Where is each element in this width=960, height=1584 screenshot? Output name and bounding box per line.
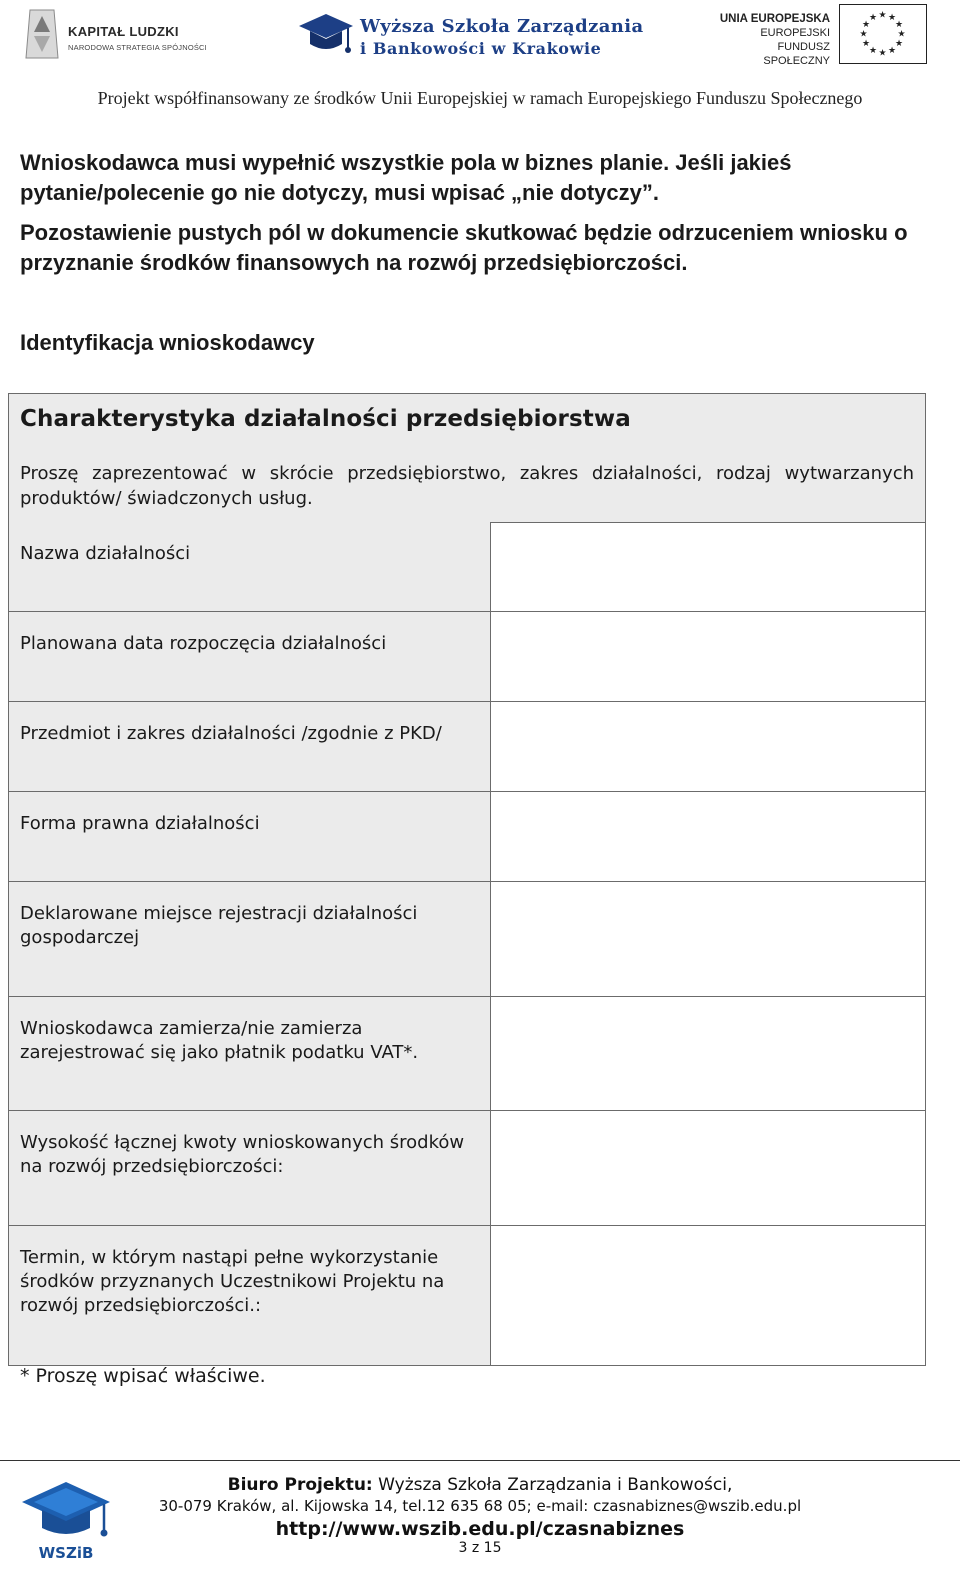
vat-payer-input[interactable] <box>490 997 926 1111</box>
kapital-ludzki-logo <box>24 6 224 62</box>
form-row-label-cell <box>8 792 491 882</box>
footer-address: 30-079 Kraków, al. Kijowska 14, tel.12 635 68 05; e-mail: czasnabiznes@wszib.edu.pl <box>158 1497 802 1515</box>
eu-logo-text <box>708 12 830 68</box>
form-row-label: Wnioskodawca zamierza/nie zamierza zarejestrować się jako płatnik podatku VAT*. <box>20 1018 419 1063</box>
eu-logo <box>708 2 930 66</box>
requested-amount-input[interactable] <box>490 1111 926 1226</box>
kapital-ludzki-mark-icon <box>24 8 60 60</box>
form-row-requested-amount <box>8 1111 926 1226</box>
section-title: Identyfikacja wnioskodawcy <box>20 330 315 355</box>
form-row-label-cell <box>8 702 491 792</box>
eu-star-icon: ★ <box>859 28 868 39</box>
page-number: 3 z 15 <box>458 1540 502 1556</box>
form-row-label: Forma prawna działalności <box>20 813 260 834</box>
form-row-label: Deklarowane miejsce rejestracji działalności gospodarczej <box>20 903 418 948</box>
form-row-label-cell <box>8 1111 491 1226</box>
eu-star-icon: ★ <box>894 19 904 29</box>
eu-star-icon: ★ <box>887 45 897 55</box>
kapital-ludzki-title: KAPITAŁ LUDZKI <box>68 24 179 39</box>
footer-office-name: Wyższa Szkoła Zarządzania i Bankowości, <box>378 1475 733 1495</box>
form-row-vat-payer <box>8 997 926 1111</box>
school-name-line2: i Bankowości w Krakowie <box>360 39 602 58</box>
footer-contact <box>130 1474 830 1542</box>
eu-logo-line1: UNIA EUROPEJSKA <box>719 13 830 25</box>
footer-office-line <box>130 1474 830 1496</box>
start-date-input[interactable] <box>490 612 926 702</box>
form-row-label-cell <box>8 612 491 702</box>
footnote: * Proszę wpisać właściwe. <box>20 1365 266 1387</box>
form-row-registration-place <box>8 882 926 997</box>
eu-logo-line3: FUNDUSZ SPOŁECZNY <box>763 41 830 67</box>
business-name-input[interactable] <box>490 522 926 612</box>
registration-place-input[interactable] <box>490 882 926 997</box>
utilization-deadline-input[interactable] <box>490 1226 926 1366</box>
form-row-legal-form <box>8 792 926 882</box>
fill-all-fields-warning: Wnioskodawca musi wypełnić wszystkie pola w biznes planie. Jeśli jakieś pytanie/polecenie go nie dotyczy, musi wpisać „nie dotyczy”. <box>20 150 792 205</box>
eu-star-icon: ★ <box>878 9 887 20</box>
eu-star-icon: ★ <box>868 12 878 22</box>
form-row-label: Planowana data rozpoczęcia działalności <box>20 633 387 654</box>
eu-star-icon: ★ <box>878 47 887 58</box>
form-row-business-name <box>8 522 926 612</box>
eu-star-icon: ★ <box>868 45 878 55</box>
form-row-utilization-deadline <box>8 1226 926 1366</box>
eu-logo-line2: EUROPEJSKI <box>760 27 830 39</box>
page-header <box>0 0 960 120</box>
eu-flag-icon <box>839 4 927 64</box>
legal-form-input[interactable] <box>490 792 926 882</box>
wszib-logo-text: WSZiB <box>38 1544 94 1562</box>
eu-star-icon: ★ <box>861 38 871 48</box>
graduation-cap-icon <box>298 12 354 60</box>
form-description-cell <box>8 447 926 523</box>
form-heading-cell <box>8 393 926 449</box>
form-row-label: Nazwa działalności <box>20 543 191 564</box>
scope-pkd-input[interactable] <box>490 702 926 792</box>
empty-fields-rejection-warning: Pozostawienie pustych pól w dokumencie skutkować będzie odrzuceniem wniosku o przyznanie środków finansowych na rozwój przedsiębiorczości. <box>20 220 908 275</box>
form-row-start-date <box>8 612 926 702</box>
form-row-label: Termin, w którym nastąpi pełne wykorzystanie środków przyznanych Uczestnikowi Projektu na rozwój przedsiębiorczości.: <box>20 1247 445 1316</box>
form-row-label-cell <box>8 882 491 997</box>
eu-star-icon: ★ <box>897 28 906 39</box>
project-cofinancing-line: Projekt współfinansowany ze środków Unii Europejskiej w ramach Europejskiego Funduszu Społecznego <box>97 88 863 108</box>
form-row-label-cell <box>8 997 491 1111</box>
school-name-line1: Wyższa Szkoła Zarządzania <box>360 16 644 37</box>
form-row-label-cell <box>8 1226 491 1366</box>
eu-star-icon: ★ <box>894 38 904 48</box>
form-heading: Charakterystyka działalności przedsiębiorstwa <box>20 406 631 432</box>
kapital-ludzki-subtitle: NARODOWA STRATEGIA SPÓJNOŚCI <box>68 43 207 52</box>
eu-star-icon: ★ <box>887 12 897 22</box>
form-row-label: Wysokość łącznej kwoty wnioskowanych środków na rozwój przedsiębiorczości: <box>20 1132 465 1177</box>
footer-office-label: Biuro Projektu: <box>227 1475 373 1495</box>
eu-stars-icon <box>840 5 925 62</box>
footer-divider <box>0 1460 960 1461</box>
footer-url-link[interactable]: http://www.wszib.edu.pl/czasnabiznes <box>275 1518 685 1540</box>
form-row-label: Przedmiot i zakres działalności /zgodnie z PKD/ <box>20 723 442 744</box>
form-row-scope-pkd <box>8 702 926 792</box>
eu-star-icon: ★ <box>861 19 871 29</box>
form-description: Proszę zaprezentować w skrócie przedsiębiorstwo, zakres działalności, rodzaj wytwarzanych produktów/ świadczonych usług. <box>20 463 914 509</box>
school-logo <box>298 6 644 64</box>
form-row-label-cell <box>8 522 491 612</box>
